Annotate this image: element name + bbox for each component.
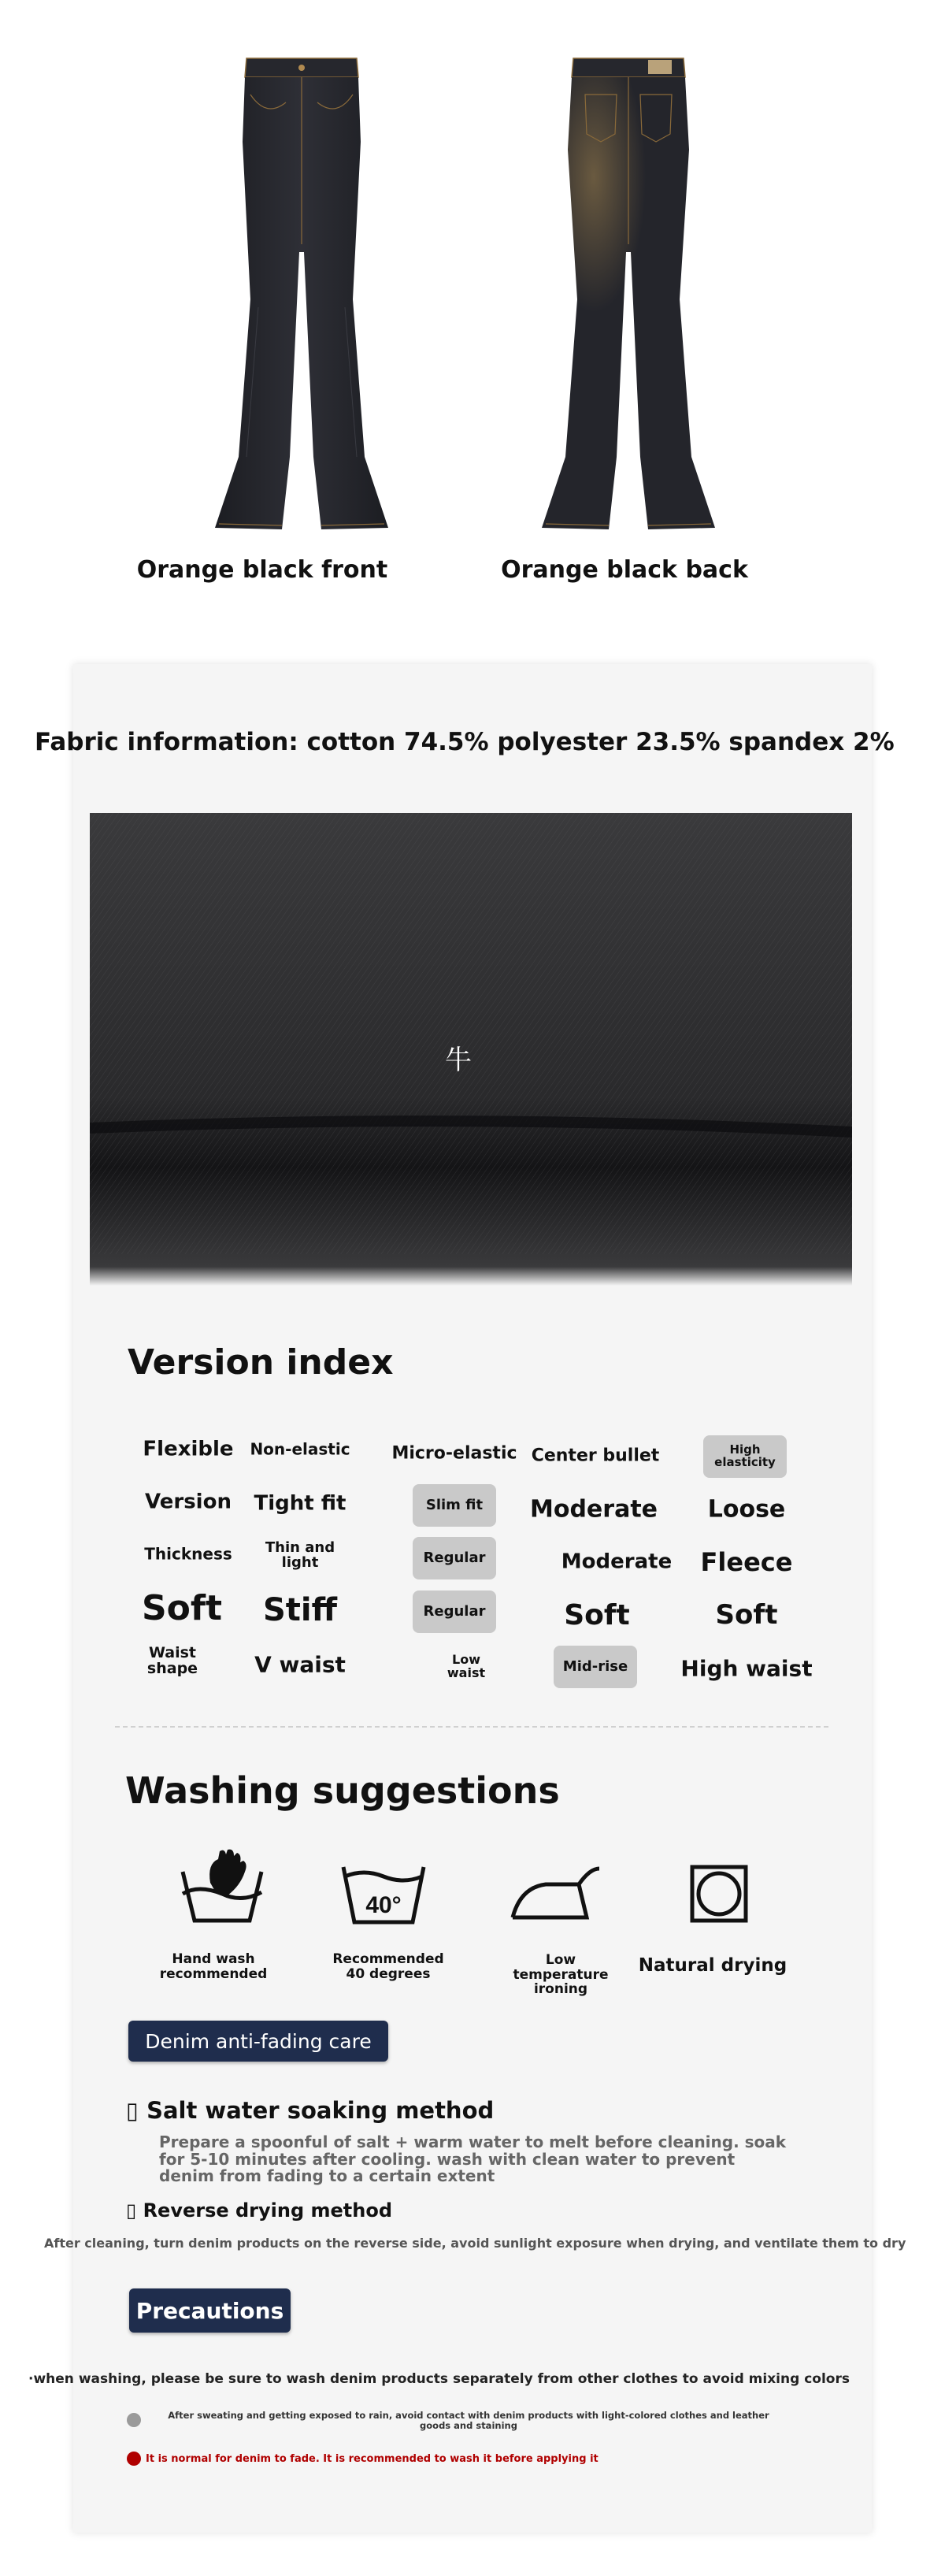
salt-bullet-glyph: ▯ (126, 2097, 147, 2124)
vi-r4-c1: Stiff (262, 1592, 338, 1628)
vi-r1-c1: Non-elastic (250, 1439, 350, 1459)
vi-r1-label: Flexible (143, 1437, 234, 1461)
vi-r4-c2-selected: Regular (413, 1591, 496, 1633)
section-divider (115, 1726, 828, 1728)
vi-r3-c1: Thin and light (265, 1539, 335, 1571)
swatch-mark: 牛 (445, 1045, 472, 1076)
vi-r4-c4: Soft (715, 1599, 778, 1631)
salt-method-text: Prepare a spoonful of salt + warm water to melt before cleaning. soak for 5-10 minutes after cooling. wash with clean water to prevent denim from fading to a certain extent (159, 2132, 787, 2186)
vi-r1-c2: Micro-elastic (391, 1443, 517, 1464)
reverse-method-label: Reverse drying method (143, 2199, 393, 2222)
reverse-method-title (126, 2199, 392, 2222)
vi-r5-c2: Low waist (447, 1652, 486, 1680)
natural-drying-label: Natural drying (638, 1955, 788, 1976)
vi-r3-c4: Fleece (700, 1547, 793, 1578)
jeans-front-image (203, 47, 400, 536)
tumble-dry-icon (689, 1864, 749, 1928)
vi-r3-label: Thickness (144, 1544, 232, 1564)
vi-r3-c3: Moderate (561, 1550, 673, 1574)
vi-r4-label: Soft (141, 1587, 223, 1628)
wash-40-label: Recommended 40 degrees (332, 1951, 444, 1982)
vi-r5-label: Waist shape (146, 1644, 198, 1677)
precautions-badge: Precautions (129, 2288, 291, 2333)
denim-care-badge: Denim anti-fading care (128, 2021, 388, 2062)
vi-r1-c3: Center bullet (531, 1446, 660, 1466)
front-caption: Orange black front (136, 556, 388, 584)
fabric-info-title: Fabric information: cotton 74.5% polyester 23.5% spandex 2% (35, 728, 895, 756)
precaution-line-2: After sweating and getting exposed to rain, avoid contact with denim products with light-colored clothes and leather goods and staining (168, 2410, 769, 2431)
back-caption: Orange black back (501, 556, 748, 584)
vi-r2-c3: Moderate (529, 1495, 658, 1524)
vi-r3-c2-selected: Regular (413, 1537, 496, 1579)
vi-r2-c2-selected: Slim fit (413, 1484, 496, 1527)
vi-r4-c3: Soft (564, 1599, 630, 1632)
vi-r2-label: Version (145, 1490, 232, 1514)
washing-suggestions-title: Washing suggestions (125, 1769, 560, 1812)
reverse-method-text: After cleaning, turn denim products on the reverse side, avoid sunlight exposure when drying, and ventilate them to dry (44, 2236, 906, 2251)
precaution-line-3: It is normal for denim to fade. It is recommended to wash it before applying it (146, 2453, 598, 2465)
wash-40-icon (340, 1864, 427, 1931)
hand-wash-label: Hand wash recommended (159, 1951, 268, 1982)
iron-low-icon (508, 1864, 602, 1928)
hand-wash-icon (179, 1848, 265, 1931)
salt-method-label: Salt water soaking method (146, 2097, 495, 2124)
vi-r2-c1: Tight fit (254, 1491, 346, 1516)
wash-temp-label: 40° (365, 1892, 402, 1918)
iron-low-label: Low temperature ironing (513, 1952, 609, 1998)
reverse-bullet-glyph: ▯ (126, 2199, 143, 2222)
version-index-title: Version index (128, 1342, 394, 1383)
vi-r5-c1: V waist (254, 1651, 346, 1678)
red-bullet-icon (127, 2452, 141, 2466)
vi-r1-c4-selected: High elasticity (703, 1435, 787, 1478)
vi-r5-c4: High waist (680, 1655, 813, 1682)
grey-bullet-icon (127, 2413, 141, 2427)
salt-method-title (126, 2097, 494, 2124)
precaution-line-1: ·when washing, please be sure to wash denim products separately from other clothes to avoid mixing colors (28, 2371, 850, 2387)
vi-r2-c4: Loose (707, 1495, 786, 1524)
jeans-back-image (530, 47, 727, 536)
vi-r5-c3-selected: Mid-rise (554, 1646, 637, 1688)
